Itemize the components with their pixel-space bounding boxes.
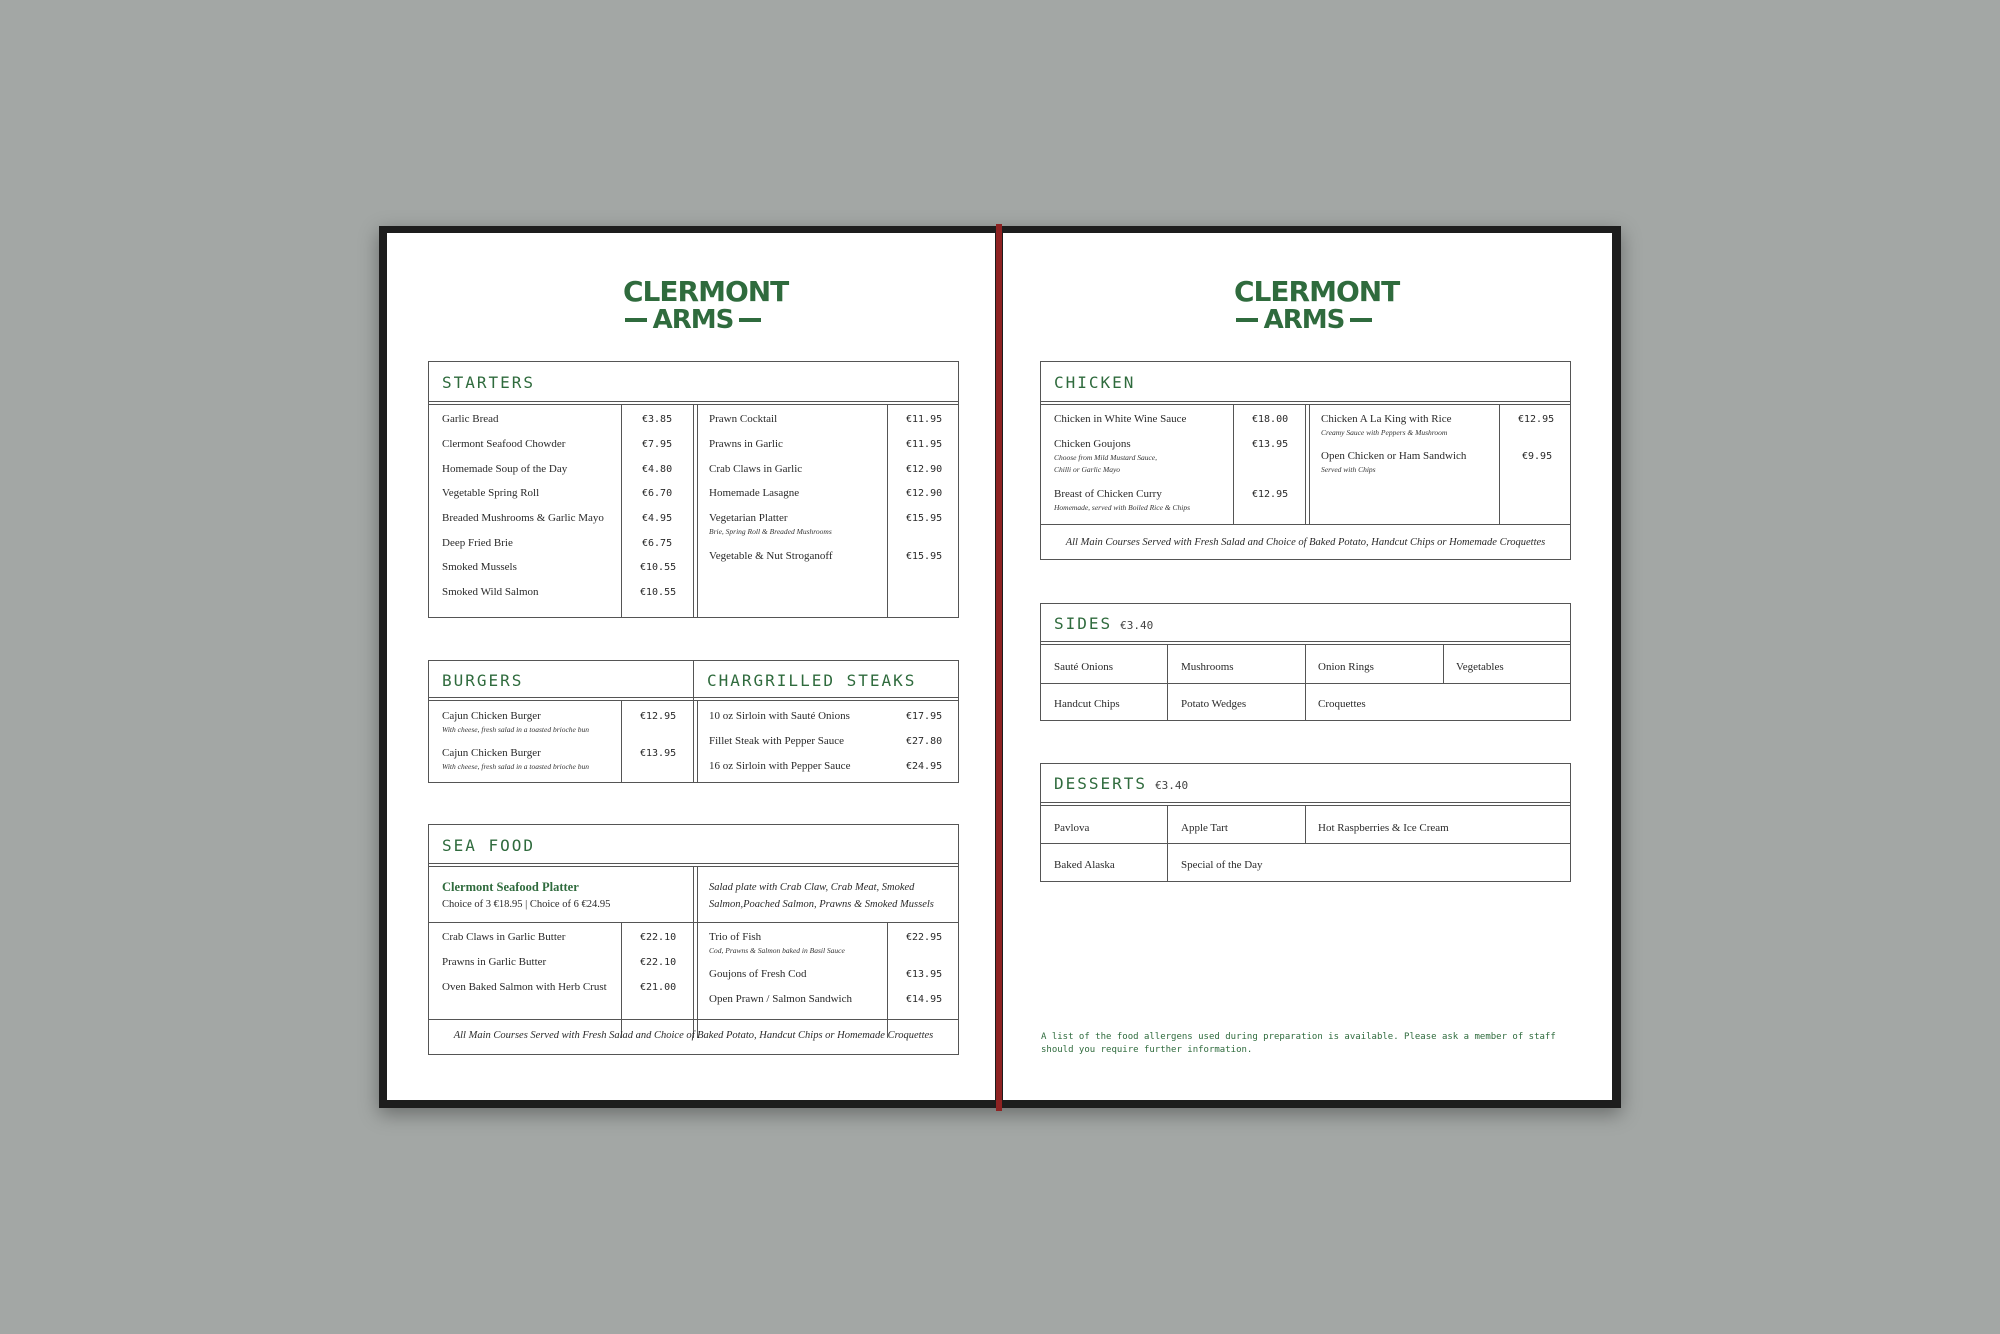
seafood-note: All Main Courses Served with Fresh Salad and Choice of Baked Potato, Handcut Chips or Homemade Croquettes [453, 1030, 934, 1041]
menu-price: €13.95 [906, 969, 943, 980]
menu-price: €14.95 [906, 994, 943, 1005]
menu-item: Prawn Cocktail [709, 413, 778, 425]
menu-price: €10.55 [640, 562, 677, 573]
menu-price: €12.95 [640, 711, 677, 722]
menu-item: Cajun Chicken Burger [442, 710, 541, 722]
seafood-title: SEA FOOD [442, 836, 536, 855]
menu-price: €22.95 [906, 932, 943, 943]
menu-item: Chicken in White Wine Sauce [1054, 413, 1187, 425]
desserts-price: €3.40 [1155, 779, 1189, 792]
menu-item: Crab Claws in Garlic [709, 463, 803, 475]
menu-item: Open Prawn / Salmon Sandwich [709, 993, 852, 1005]
menu-price: €22.10 [640, 932, 677, 943]
menu-price: €11.95 [906, 439, 943, 450]
menu-item-desc: With cheese, fresh salad in a toasted brioche bun [442, 725, 589, 734]
menu-price: €12.90 [906, 488, 943, 499]
dessert-item: Apple Tart [1181, 822, 1228, 834]
desserts-section [1040, 763, 1571, 882]
menu-price: €15.95 [906, 513, 943, 524]
allergen-line: A list of the food allergens used during preparation is available. Please ask a member of staff [1041, 1032, 1556, 1042]
side-item: Vegetables [1456, 661, 1504, 673]
menu-item: Vegetable & Nut Stroganoff [709, 550, 833, 562]
menu-price: €22.10 [640, 957, 677, 968]
allergen-notice [1041, 1031, 1556, 1057]
menu-price: €11.95 [906, 414, 943, 425]
sides-title-text: SIDES [1054, 614, 1113, 633]
menu-item: 10 oz Sirloin with Sauté Onions [709, 710, 850, 722]
menu-item: Chicken A La King with Rice [1321, 413, 1452, 425]
side-item: Onion Rings [1318, 661, 1374, 673]
side-item: Mushrooms [1181, 661, 1234, 673]
menu-price: €6.70 [642, 488, 673, 499]
menu-item: Fillet Steak with Pepper Sauce [709, 735, 845, 747]
logo-line1: CLERMONT [623, 275, 789, 308]
seafood-platter-desc: Salad plate with Crab Claw, Crab Meat, Smoked [709, 882, 915, 893]
seafood-platter-choice: Choice of 3 €18.95 | Choice of 6 €24.95 [442, 899, 611, 910]
menu-price: €12.90 [906, 464, 943, 475]
menu-item-desc: Choose from Mild Mustard Sauce, [1054, 453, 1157, 462]
side-item: Croquettes [1318, 698, 1366, 710]
menu-price: €21.00 [640, 982, 677, 993]
menu-price: €7.95 [642, 439, 673, 450]
dessert-item: Hot Raspberries & Ice Cream [1318, 822, 1449, 834]
logo-left [623, 275, 789, 335]
chicken-note: All Main Courses Served with Fresh Salad and Choice of Baked Potato, Handcut Chips or Homemade Croquettes [1065, 537, 1546, 548]
menu-item: Homemade Soup of the Day [442, 463, 568, 475]
menu-item: Prawns in Garlic Butter [442, 956, 547, 968]
menu-item: Smoked Wild Salmon [442, 586, 539, 598]
menu-item-desc: With cheese, fresh salad in a toasted brioche bun [442, 762, 589, 771]
chicken-title: CHICKEN [1054, 373, 1136, 392]
menu-item: Oven Baked Salmon with Herb Crust [442, 981, 607, 993]
side-item: Handcut Chips [1054, 698, 1120, 710]
menu-price: €13.95 [1252, 439, 1289, 450]
side-item: Sauté Onions [1054, 661, 1113, 673]
logo-line2: ARMS [652, 305, 734, 335]
sides-price: €3.40 [1120, 619, 1154, 632]
side-item: Potato Wedges [1181, 698, 1247, 710]
menu-item: Chicken Goujons [1054, 438, 1131, 450]
menu-item: Vegetarian Platter [709, 512, 788, 524]
menu-item: Smoked Mussels [442, 561, 517, 573]
menu-price: €6.75 [642, 538, 673, 549]
seafood-platter-name: Clermont Seafood Platter [442, 880, 579, 894]
menu-item: 16 oz Sirloin with Pepper Sauce [709, 760, 851, 772]
logo-right [1234, 275, 1400, 335]
menu-item: Prawns in Garlic [709, 438, 783, 450]
menu-price: €13.95 [640, 748, 677, 759]
logo-line2: ARMS [1263, 305, 1345, 335]
desserts-title [1054, 774, 1188, 793]
menu-item: Trio of Fish [709, 931, 762, 943]
menu-item: Deep Fried Brie [442, 537, 513, 549]
starters-title: STARTERS [442, 373, 536, 392]
menu-price: €17.95 [906, 711, 943, 722]
sides-title [1054, 614, 1153, 633]
menu-item: Clermont Seafood Chowder [442, 438, 566, 450]
menu-price: €4.95 [642, 513, 673, 524]
menu-item-desc: Homemade, served with Boiled Rice & Chips [1054, 503, 1191, 512]
menu-item-desc: Brie, Spring Roll & Breaded Mushrooms [709, 527, 832, 536]
menu-price: €12.95 [1518, 414, 1555, 425]
menu-price: €3.85 [642, 414, 673, 425]
menu-price: €9.95 [1522, 451, 1553, 462]
dessert-item: Pavlova [1054, 822, 1090, 834]
menu-item-desc: Served with Chips [1321, 465, 1376, 474]
menu-item: Crab Claws in Garlic Butter [442, 931, 566, 943]
menu-item: Open Chicken or Ham Sandwich [1321, 450, 1467, 462]
menu-item: Breast of Chicken Curry [1054, 488, 1162, 500]
menu-price: €27.80 [906, 736, 943, 747]
menu-item-desc: Cod, Prawns & Salmon baked in Basil Sauce [709, 946, 845, 955]
menu-price: €24.95 [906, 761, 943, 772]
menu-item: Vegetable Spring Roll [442, 487, 540, 499]
menu-item: Homemade Lasagne [709, 487, 800, 499]
menu-price: €10.55 [640, 587, 677, 598]
steaks-title: CHARGRILLED STEAKS [707, 671, 917, 690]
menu-price: €18.00 [1252, 414, 1289, 425]
menu-price: €4.80 [642, 464, 673, 475]
menu-price: €15.95 [906, 551, 943, 562]
allergen-line: should you require further information. [1041, 1045, 1253, 1055]
dessert-item: Baked Alaska [1054, 859, 1115, 871]
menu-item: Cajun Chicken Burger [442, 747, 541, 759]
menu-price: €12.95 [1252, 489, 1289, 500]
menu-item: Goujons of Fresh Cod [709, 968, 807, 980]
logo-line1: CLERMONT [1234, 275, 1400, 308]
menu-item: Breaded Mushrooms & Garlic Mayo [442, 512, 604, 524]
burgers-title: BURGERS [442, 671, 524, 690]
seafood-platter-desc: Salmon,Poached Salmon, Prawns & Smoked Mussels [709, 899, 934, 910]
bookmark-ribbon [996, 224, 1002, 1111]
menu-item: Garlic Bread [442, 413, 499, 425]
dessert-item: Special of the Day [1181, 859, 1263, 871]
menu-item-desc: Creamy Sauce with Peppers & Mushroom [1321, 428, 1448, 437]
desserts-title-text: DESSERTS [1054, 774, 1148, 793]
menu-item-desc: Chilli or Garlic Mayo [1054, 465, 1121, 474]
